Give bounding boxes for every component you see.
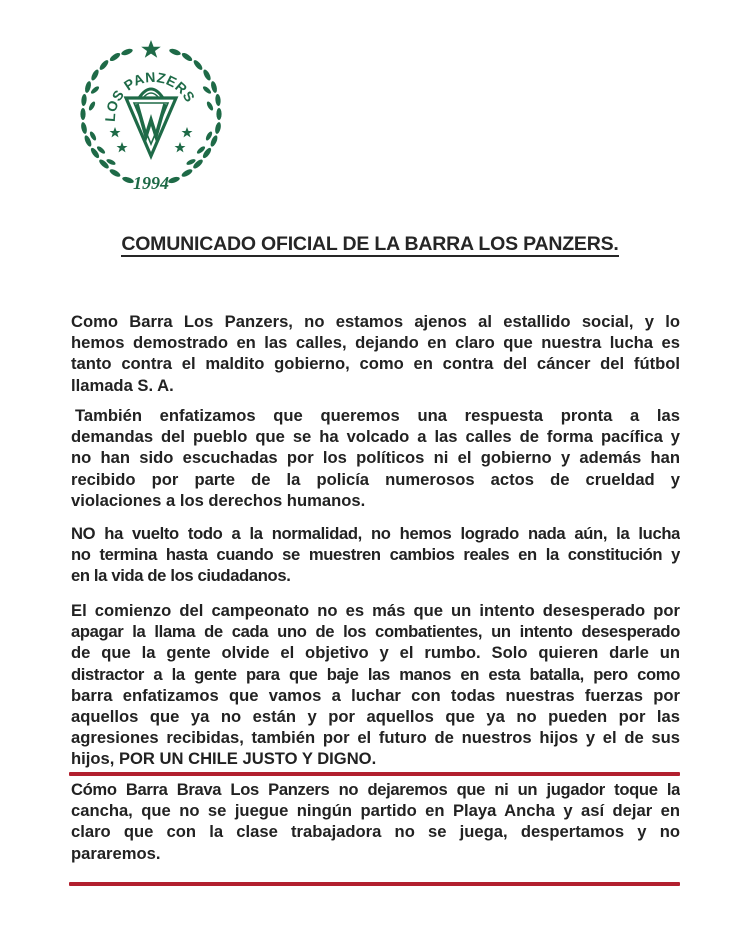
paragraph-1 (71, 311, 680, 396)
paragraph-4 (71, 600, 680, 770)
star-icon (182, 127, 193, 137)
text-line: en la vida de los ciudadanos. (71, 566, 291, 586)
divider-red (69, 882, 680, 886)
text-line: NO ha vuelto todo a la normalidad, no hemos logrado nada aún, la lucha (71, 524, 680, 543)
text-line: aquellos que ya no están y por aquellos que ya no pueden por las (71, 706, 680, 726)
text-line: no han sido escuchadas por los políticos ni el gobierno y además han (71, 448, 680, 468)
divider-red (69, 772, 680, 776)
text-line: recibido por parte de la policía numerosos actos de crueldad y (71, 469, 680, 489)
text-line: cancha, que no se juegue ningún partido en Playa Ancha y así dejar en (71, 801, 680, 821)
los-panzers-logo (75, 38, 227, 196)
text-line: pararemos. (71, 843, 161, 863)
text-line: Cómo Barra Brava Los Panzers no dejaremos que ni un jugador toque la (71, 780, 680, 799)
star-icon (110, 127, 121, 137)
star-icon (141, 40, 161, 58)
laurel-right-icon (167, 48, 221, 185)
text-line: apagar la llama de cada uno de los combatientes, un intento desesperado (71, 622, 680, 642)
w-monogram-icon (126, 89, 176, 156)
paragraph-5 (71, 779, 680, 864)
text-line: llamada S. A. (71, 375, 174, 395)
text-line: distractor a la gente para que baje las manos en esta batalla, pero como (71, 664, 680, 684)
text-line: hijos, POR UN CHILE JUSTO Y DIGNO. (71, 749, 377, 769)
star-icon (117, 142, 128, 152)
text-line: tanto contra el maldito gobierno, como en contra del cáncer del fútbol (71, 354, 680, 374)
text-line: no termina hasta cuando se muestren cambios reales en la constitución y (71, 545, 680, 565)
text-line: claro que con la clase trabajadora no se juega, despertamos y no (71, 822, 680, 842)
paragraph-3 (71, 523, 680, 587)
text-line: de que la gente olvide el objetivo y el rumbo. Solo quieren darle un (71, 643, 680, 663)
text-line: Como Barra Los Panzers, no estamos ajenos al estallido social, y lo (71, 312, 680, 331)
paragraph-2 (71, 405, 680, 511)
svg-text:LOS PANZERS: LOS PANZERS (101, 68, 199, 123)
star-icon (175, 142, 186, 152)
text-line: barra enfatizamos que vamos a luchar con todas nuestras fuerzas por (71, 685, 680, 705)
text-line: hemos demostrado en las calles, dejando en claro que nuestra lucha es (71, 333, 680, 353)
page-title: COMUNICADO OFICIAL DE LA BARRA LOS PANZERS. (121, 233, 619, 255)
text-line: violaciones a los derechos humanos. (71, 490, 366, 510)
svg-text:1994: 1994 (133, 173, 169, 193)
text-line: demandas del pueblo que se ha volcado a las calles de forma pacífica y (71, 427, 680, 447)
text-line: El comienzo del campeonato no es más que un intento desesperado por (71, 601, 680, 620)
text-line: También enfatizamos que queremos una respuesta pronta a las (75, 406, 680, 425)
text-line: agresiones recibidas, también por el futuro de nuestros hijos y el de sus (71, 728, 680, 748)
